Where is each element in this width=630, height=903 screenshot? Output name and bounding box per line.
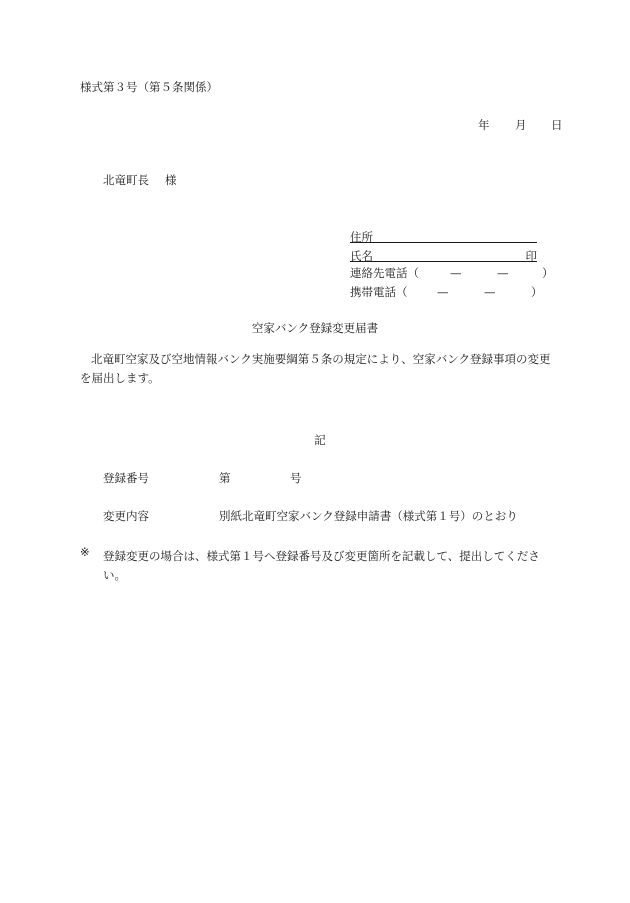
name-label: 氏名 [350, 249, 373, 263]
mobile-phone-close: ） [531, 285, 543, 299]
note-mark: ※ [80, 545, 90, 559]
registration-number-suffix: 号 [290, 471, 302, 485]
change-content-value: 別紙北竜町空家バンク登録申請書（様式第１号）のとおり [219, 509, 518, 523]
ki-label: 記 [314, 433, 326, 447]
mobile-phone-label: 携帯電話（ [350, 285, 408, 299]
date-month-label: 月 [515, 118, 527, 132]
note-text: 登録変更の場合は、様式第１号へ登録番号及び変更箇所を記載して、提出してください。 [103, 549, 540, 582]
mobile-phone-separator-2: — [484, 285, 496, 299]
date-year-label: 年 [478, 118, 490, 132]
addressee [103, 175, 177, 187]
contact-phone-field [350, 266, 554, 280]
contact-phone-separator-2: — [497, 266, 509, 280]
change-content-label: 変更内容 [103, 509, 149, 523]
form-number: 様式第３号（第５条関係） [80, 80, 218, 94]
mobile-phone-field [350, 285, 543, 299]
body-text: 北竜町空家及び空地情報バンク実施要綱第５条の規定により、空家バンク登録事項の変更を届出します。 [80, 352, 551, 385]
name-field [350, 251, 537, 262]
contact-phone-label: 連絡先電話（ [350, 266, 419, 280]
addressee-honorific: 様 [165, 173, 177, 187]
mobile-phone-separator-1: — [437, 285, 449, 299]
contact-phone-close: ） [542, 266, 554, 280]
registration-number-label: 登録番号 [103, 471, 149, 485]
address-field [350, 232, 537, 243]
date-day-label: 日 [551, 118, 563, 132]
registration-number-prefix: 第 [219, 471, 231, 485]
addressee-name: 北竜町長 [103, 173, 149, 187]
address-label: 住所 [350, 230, 373, 244]
contact-phone-separator-1: — [450, 266, 462, 280]
seal-label: 印 [525, 249, 537, 263]
document-title: 空家バンク登録変更届書 [251, 321, 379, 335]
